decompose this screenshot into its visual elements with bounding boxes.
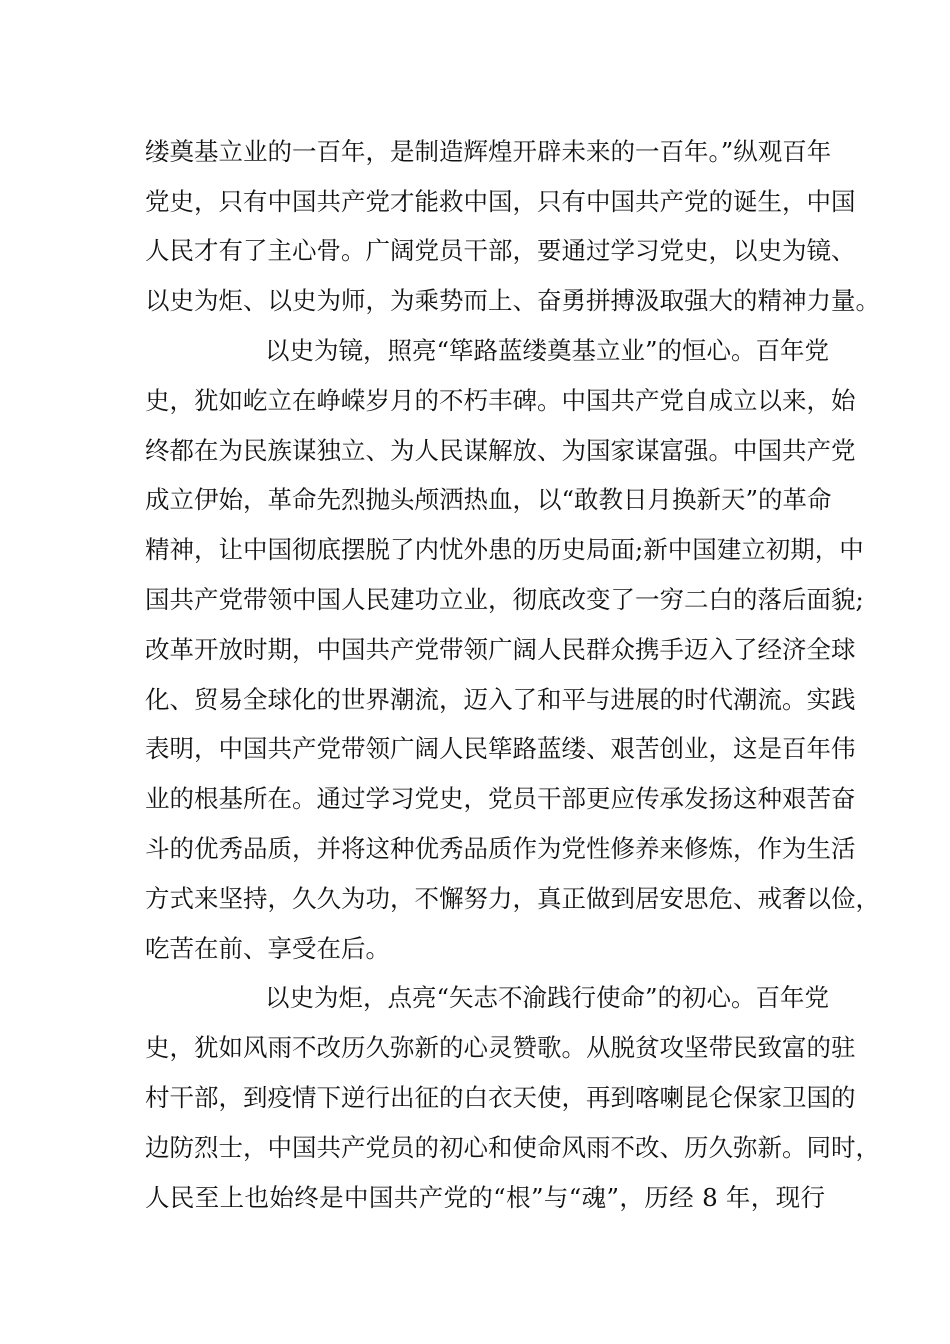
paragraph-2-line-12: 方式来坚持，久久为功，不懈努力，真正做到居安思危、戒奢以俭， [145,884,880,913]
paragraph-2-line-3: 终都在为民族谋独立、为人民谋解放、为国家谋富强。中国共产党 [145,436,856,465]
paragraph-2-line-4: 成立伊始，革命先烈抛头颅洒热血，以“敢教日月换新天”的革命 [145,485,832,514]
paragraph-3-line-4: 边防烈士，中国共产党员的初心和使命风雨不改、历久弥新。同时， [145,1133,880,1162]
paragraph-2-line-13: 吃苦在前、享受在后。 [145,934,390,963]
paragraph-2-line-6: 国共产党带领中国人民建功立业，彻底改变了一穷二白的落后面貌; [145,585,864,614]
paragraph-2-line-11: 斗的优秀品质，并将这种优秀品质作为党性修养来修炼，作为生活 [145,834,856,863]
paragraph-2-line-9: 表明，中国共产党带领广阔人民筚路蓝缕、艰苦创业，这是百年伟 [145,734,856,763]
paragraph-1-line-2: 党史，只有中国共产党才能救中国，只有中国共产党的诞生，中国 [145,187,856,216]
paragraph-2-line-10: 业的根基所在。通过学习党史，党员干部更应传承发扬这种艰苦奋 [145,784,856,813]
paragraph-1-line-4: 以史为炬、以史为师，为乘势而上、奋勇拼搏汲取强大的精神力量。 [145,286,880,315]
paragraph-3-line-1: 以史为炬，点亮“矢志不渝践行使命”的初心。百年党 [265,983,830,1012]
paragraph-2-line-1: 以史为镜，照亮“筚路蓝缕奠基立业”的恒心。百年党 [265,336,830,365]
paragraph-2-line-8: 化、贸易全球化的世界潮流，迈入了和平与进展的时代潮流。实践 [145,685,856,714]
paragraph-2-line-2: 史，犹如屹立在峥嵘岁月的不朽丰碑。中国共产党自成立以来，始 [145,386,856,415]
paragraph-2-line-5: 精神，让中国彻底摆脱了内忧外患的历史局面;新中国建立初期，中 [145,535,864,564]
paragraph-2-line-7: 改革开放时期，中国共产党带领广阔人民群众携手迈入了经济全球 [145,635,856,664]
paragraph-1-line-3: 人民才有了主心骨。广阔党员干部，要通过学习党史，以史为镜、 [145,236,856,265]
paragraph-3-line-2: 史，犹如风雨不改历久弥新的心灵赞歌。从脱贫攻坚带民致富的驻 [145,1033,856,1062]
paragraph-1-line-1: 缕奠基立业的一百年，是制造辉煌开辟未来的一百年。”纵观百年 [145,137,832,166]
paragraph-3-line-5: 人民至上也始终是中国共产党的“根”与“魂”，历经 8 年，现行 [145,1183,825,1212]
paragraph-3-line-3: 村干部，到疫情下逆行出征的白衣天使，再到喀喇昆仑保家卫国的 [145,1083,856,1112]
